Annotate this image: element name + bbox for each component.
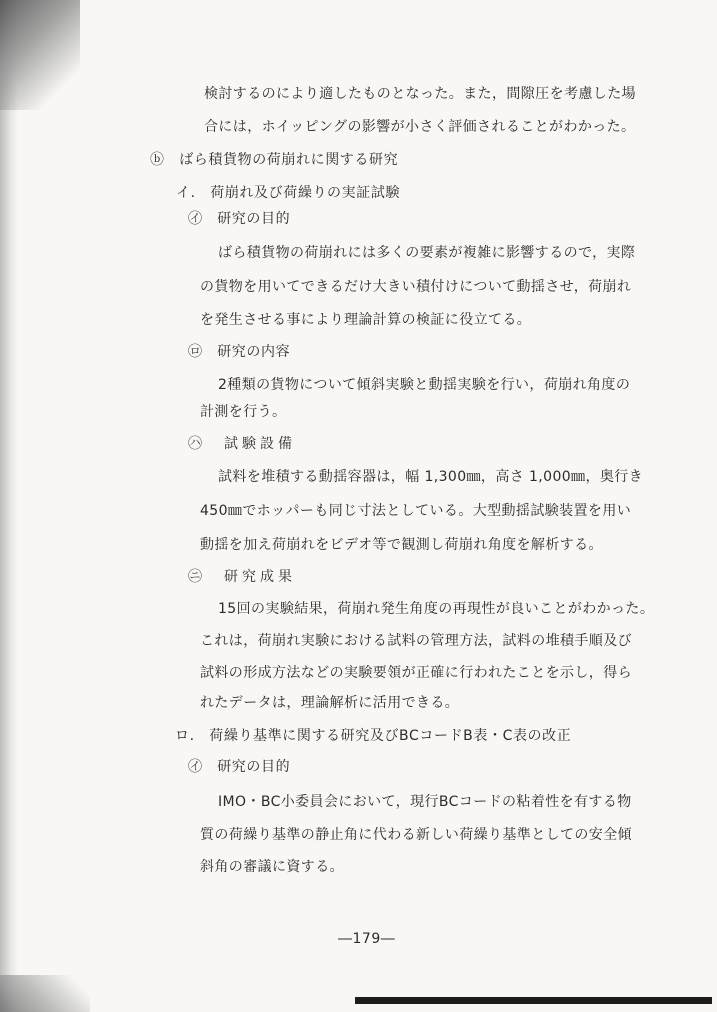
body-text-line: 合には，ホイッピングの影響が小さく評価されることがわかった。 [204, 119, 636, 135]
scan-edge-shadow-bottom [0, 975, 90, 1012]
scan-edge-shadow-top [0, 0, 80, 110]
bottom-rule [355, 997, 712, 1004]
item-heading-equipment: ㋩ 試験設備 [188, 436, 296, 452]
body-text-line: 2種類の貨物について傾斜実験と動揺実験を行い，荷崩れ角度の [218, 377, 631, 393]
subsection-heading-ro: ロ. 荷繰り基準に関する研究及びBCコードB表・C表の改正 [175, 728, 572, 744]
body-text-line: 試料を堆積する動揺容器は，幅 1,300㎜，高さ 1,000㎜，奥行き [218, 469, 644, 485]
body-text-line: 斜角の審議に資する。 [200, 859, 344, 875]
body-text-line: 試料の形成方法などの実験要領が正確に行われたことを示し，得ら [200, 665, 632, 681]
page-number: ―179― [338, 931, 396, 947]
body-text-line: 動揺を加え荷崩れをビデオ等で観測し荷崩れ角度を解析する。 [200, 537, 603, 553]
body-text-line: 450㎜でホッパーも同じ寸法としている。大型動揺試験装置を用い [200, 503, 632, 519]
body-text-line: これは，荷崩れ実験における試料の管理方法，試料の堆積手順及び [200, 633, 632, 649]
body-text-line: ばら積貨物の荷崩れには多くの要素が複雑に影響するので，実際 [218, 245, 636, 261]
scan-edge-shadow-left [0, 0, 18, 1012]
body-text-line: の貨物を用いてできるだけ大きい積付けについて動揺させ，荷崩れ [200, 279, 632, 295]
item-heading-content: ㋺ 研究の内容 [188, 344, 291, 360]
body-text-line: 計測を行う。 [200, 404, 287, 420]
body-text-line: れたデータは，理論解析に活用できる。 [200, 695, 460, 711]
body-text-line: 15回の実験結果，荷崩れ発生角度の再現性が良いことがわかった。 [218, 601, 655, 617]
body-text-line: 質の荷繰り基準の静止角に代わる新しい荷繰り基準としての安全傾 [200, 827, 632, 843]
item-heading-results: ㋥ 研究成果 [188, 569, 296, 585]
section-heading-b: ⓑ ばら積貨物の荷崩れに関する研究 [150, 152, 399, 168]
subsection-heading-i: イ. 荷崩れ及び荷繰りの実証試験 [176, 185, 401, 201]
item-heading-purpose-2: ㋑ 研究の目的 [188, 759, 291, 775]
body-text-line: 検討するのにより適したものとなった。また，間隙圧を考慮した場 [204, 86, 636, 102]
item-heading-purpose: ㋑ 研究の目的 [188, 211, 291, 227]
body-text-line: を発生させる事により理論計算の検証に役立てる。 [200, 312, 532, 328]
body-text-line: IMO・BC小委員会において，現行BCコードの粘着性を有する物 [218, 794, 632, 810]
